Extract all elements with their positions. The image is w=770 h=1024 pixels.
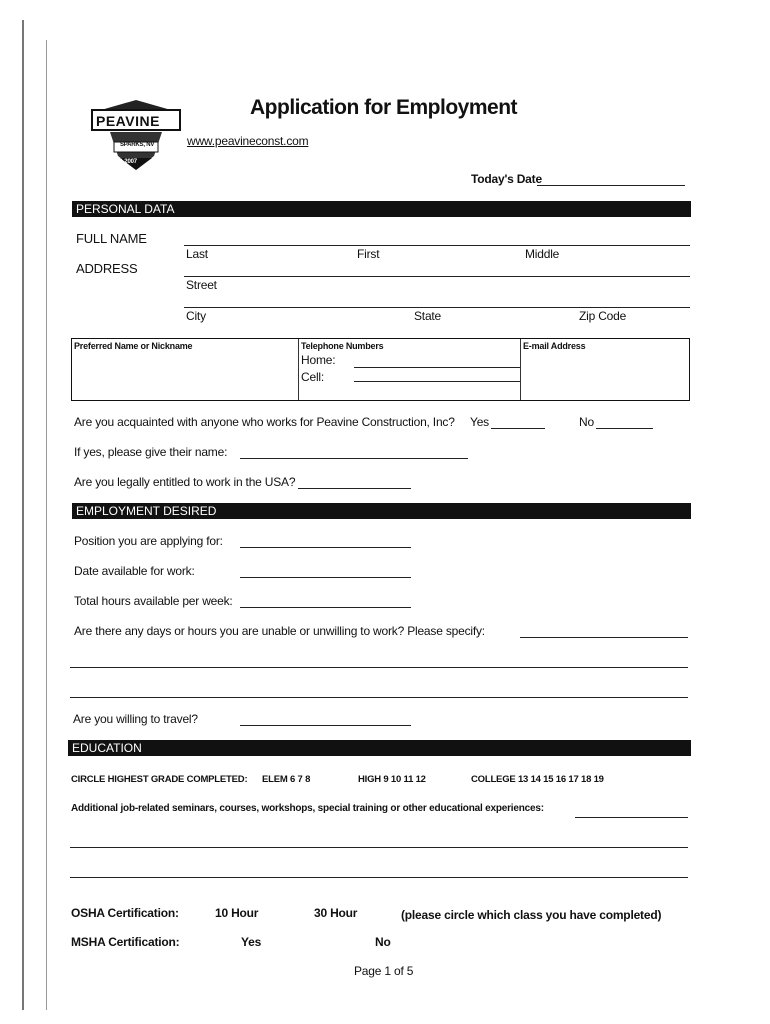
- section-employment-desired: EMPLOYMENT DESIRED: [72, 503, 691, 519]
- contact-divider-2: [520, 339, 521, 400]
- legal-answer-field[interactable]: [298, 488, 411, 489]
- street-field[interactable]: [184, 276, 690, 277]
- cell-phone-field[interactable]: [354, 381, 520, 382]
- city-label: City: [186, 309, 206, 323]
- home-phone-field[interactable]: [354, 367, 520, 368]
- additional-training-line-3[interactable]: [70, 877, 688, 878]
- osha-note: (please circle which class you have completed): [401, 908, 662, 922]
- preferred-name-label: Preferred Name or Nickname: [74, 341, 193, 351]
- position-label: Position you are applying for:: [74, 534, 223, 548]
- osha-10-hour-option[interactable]: 10 Hour: [215, 906, 259, 920]
- cell-label: Cell:: [301, 370, 325, 384]
- first-label: First: [357, 247, 380, 261]
- todays-date-label: Today's Date: [471, 172, 542, 186]
- date-available-label: Date available for work:: [74, 564, 195, 578]
- acquainted-yes-label: Yes: [470, 415, 489, 429]
- section-personal-data: PERSONAL DATA: [72, 201, 691, 217]
- logo-bottom: MCA 2007: [110, 159, 137, 165]
- hours-label: Total hours available per week:: [74, 594, 233, 608]
- page-title: Application for Employment: [250, 96, 518, 119]
- acquainted-no-field[interactable]: [596, 428, 653, 429]
- acquainted-question: Are you acquainted with anyone who works for Peavine Construction, Inc?: [74, 415, 455, 429]
- scan-edge-left: [22, 20, 24, 1010]
- last-label: Last: [186, 247, 208, 261]
- address-label: ADDRESS: [76, 261, 138, 276]
- contact-divider-1: [298, 339, 299, 400]
- circle-grade-label: CIRCLE HIGHEST GRADE COMPLETED:: [71, 774, 248, 785]
- travel-label: Are you willing to travel?: [73, 712, 198, 726]
- full-name-label: FULL NAME: [76, 231, 147, 246]
- position-field[interactable]: [240, 547, 411, 548]
- todays-date-field[interactable]: [537, 185, 685, 186]
- msha-no-option[interactable]: No: [375, 935, 391, 949]
- full-name-field[interactable]: [184, 245, 690, 246]
- logo-subtitle: SPARKS, NV: [120, 142, 155, 148]
- telephone-label: Telephone Numbers: [301, 341, 384, 351]
- days-answer-line-3[interactable]: [70, 697, 688, 698]
- logo-name: PEAVINE: [96, 113, 160, 129]
- website-link[interactable]: www.peavineconst.com: [187, 134, 309, 148]
- acquainted-yes-field[interactable]: [491, 428, 545, 429]
- acquainted-no-label: No: [579, 415, 594, 429]
- elem-grades: ELEM 6 7 8: [262, 774, 311, 785]
- if-yes-label: If yes, please give their name:: [74, 445, 228, 459]
- acquaintance-name-field[interactable]: [240, 458, 468, 459]
- legal-question: Are you legally entitled to work in the USA?: [74, 475, 296, 489]
- msha-yes-option[interactable]: Yes: [241, 935, 262, 949]
- osha-30-hour-option[interactable]: 30 Hour: [314, 906, 358, 920]
- city-state-zip-field[interactable]: [184, 307, 690, 308]
- additional-training-label: Additional job-related seminars, courses, workshops, special training or other educational experiences:: [71, 803, 544, 814]
- state-label: State: [414, 309, 442, 323]
- additional-training-field[interactable]: [575, 817, 688, 818]
- days-question: Are there any days or hours you are unable or unwilling to work? Please specify:: [74, 624, 485, 638]
- home-label: Home:: [301, 353, 336, 367]
- page-number: Page 1 of 5: [354, 964, 414, 978]
- days-answer-field[interactable]: [520, 637, 688, 638]
- osha-label: OSHA Certification:: [71, 906, 179, 920]
- additional-training-line-2[interactable]: [70, 847, 688, 848]
- days-answer-line-2[interactable]: [70, 667, 688, 668]
- scan-edge-left-inner: [46, 40, 47, 1010]
- date-available-field[interactable]: [240, 577, 411, 578]
- hours-field[interactable]: [240, 607, 411, 608]
- college-grades: COLLEGE 13 14 15 16 17 18 19: [471, 774, 604, 785]
- msha-label: MSHA Certification:: [71, 935, 180, 949]
- high-grades: HIGH 9 10 11 12: [358, 774, 426, 785]
- travel-field[interactable]: [240, 725, 411, 726]
- street-label: Street: [186, 278, 217, 292]
- zip-label: Zip Code: [579, 309, 627, 323]
- section-education: EDUCATION: [68, 740, 691, 756]
- email-label: E-mail Address: [523, 341, 586, 351]
- company-logo: [90, 98, 182, 172]
- middle-label: Middle: [525, 247, 560, 261]
